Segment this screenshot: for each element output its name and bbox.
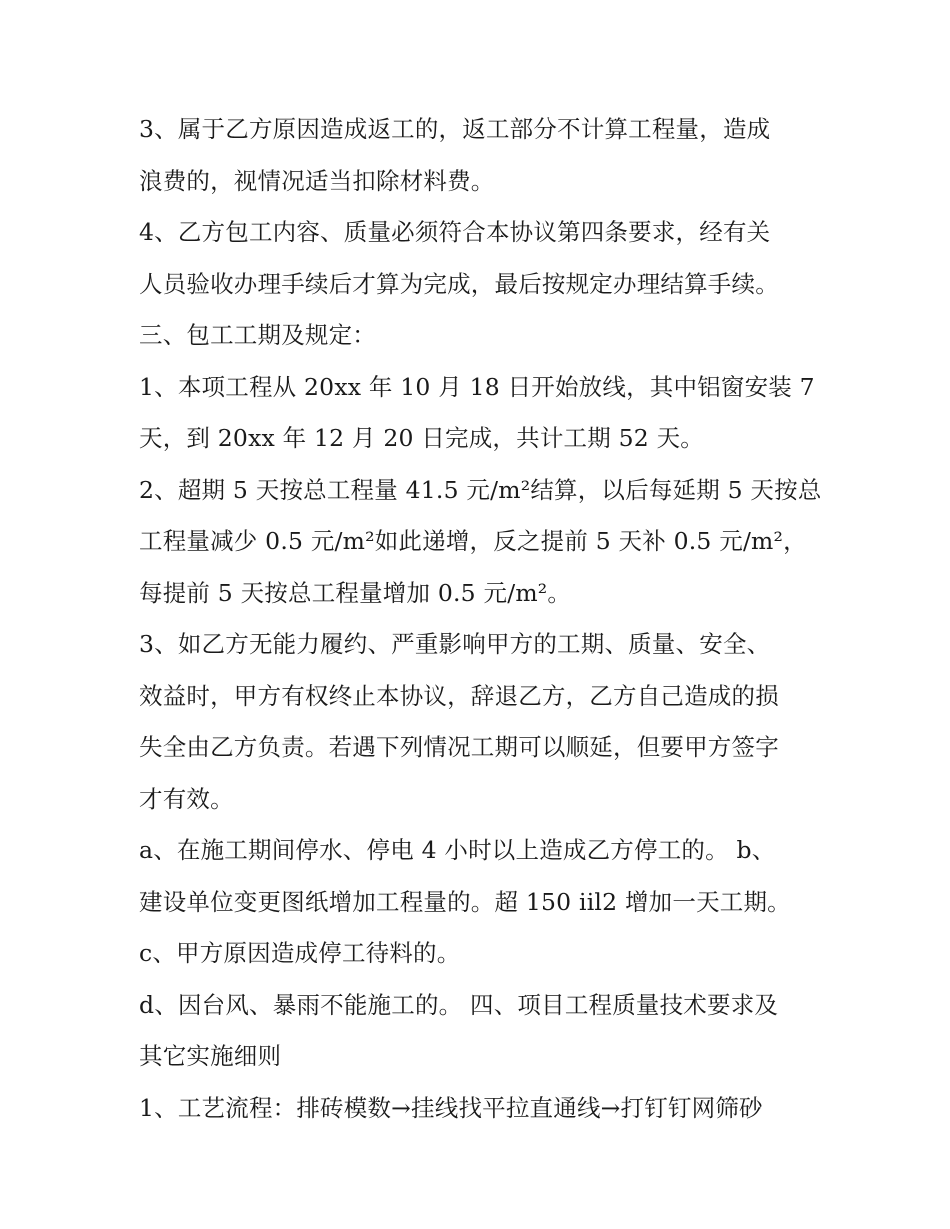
text-line: 效益时，甲方有权终止本协议，辞退乙方，乙方自己造成的损 [139,681,779,710]
text-line: 浪费的，视情况适当扣除材料费。 [139,166,495,195]
text-line: 1、本项工程从 20xx 年 10 月 18 日开始放线，其中铝窗安装 7 [139,372,815,401]
text-line: 每提前 5 天按总工程量增加 0.5 元/m²。 [139,578,572,607]
text-line: 天，到 20xx 年 12 月 20 日完成，共计工期 52 天。 [139,424,704,452]
text-line: 工程量减少 0.5 元/m²如此递增，反之提前 5 天补 0.5 元/m²， [139,527,807,555]
text-line: c、甲方原因造成停工待料的。 [139,939,461,967]
text-line: 4、乙方包工内容、质量必须符合本协议第四条要求，经有关 [139,218,771,246]
text-line: 1、工艺流程：排砖模数→挂线找平拉直通线→打钉钉网筛砂 [139,1093,763,1122]
document-body [139,104,822,1134]
text-line: 3、属于乙方原因造成返工的，返工部分不计算工程量，造成 [139,115,771,143]
text-line: 3、如乙方无能力履约、严重影响甲方的工期、质量、安全、 [139,630,771,658]
text-line: 其它实施细则 [139,1042,282,1070]
text-line: 2、超期 5 天按总工程量 41.5 元/m²结算，以后每延期 5 天按总 [139,475,822,504]
section-heading: 三、包工工期及规定： [139,321,376,349]
text-line: a、在施工期间停水、停电 4 小时以上造成乙方停工的。 b、 [139,836,776,864]
text-line: 建设单位变更图纸增加工程量的。超 150 iil2 增加一天工期。 [139,887,791,916]
text-line: 才有效。 [139,784,234,813]
text-line: 人员验收办理手续后才算为完成，最后按规定办理结算手续。 [139,269,779,298]
text-line: 失全由乙方负责。若遇下列情况工期可以顺延，但要甲方签字 [139,733,779,761]
text-line: d、因台风、暴雨不能施工的。 四、项目工程质量技术要求及 [139,990,779,1019]
